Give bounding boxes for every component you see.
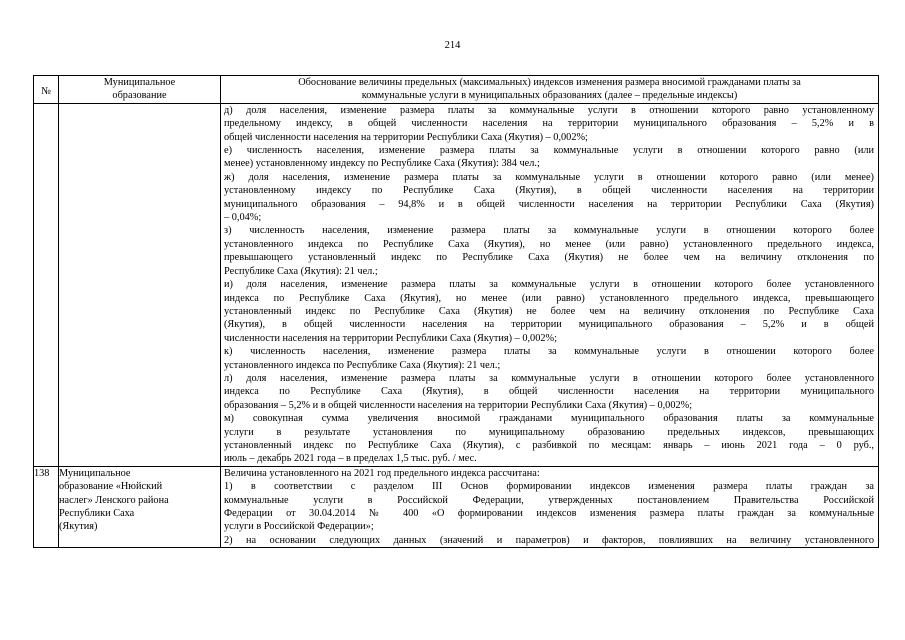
text-line: установленного индекса по Республике Саха (Якутия): 21 чел.; [224,359,501,371]
row-municipality-cell [59,466,221,547]
header-justification-line: коммунальные услуги в муниципальных образованиях (далее – предельные индексы) [361,90,738,102]
text-line: муниципального образования – 94,8% и в общей численности населения на территории Республики Саха (Якутия) [224,198,874,210]
text-line: (Якутия), в общей численности населения на территории муниципального образования – 5,2% и в общей [224,319,874,331]
table-row [34,466,879,547]
text-line: е) численность населения, изменение размера платы за коммунальные услуги в отношении которого равно (или [224,145,874,157]
text-line: услуги в Российской Федерации»; [224,521,374,533]
text-line: 1) в соответствии с разделом III Основ формировании индексов изменения размера платы граждан за [224,481,874,493]
row-number-cell [34,103,59,466]
text-line: 2) на основании следующих данных (значений и параметров) и факторов, повлиявших на величину установленного [224,534,874,546]
text-line: численности населения на территории Республики Саха (Якутия) – 0,002%; [224,332,557,344]
justification-text [221,467,878,547]
text-line: – 0,04%; [224,212,262,224]
text-line: индекса по Республике Саха (Якутия), в общей численности населения на территории муниципального [224,386,874,398]
header-number: № [34,76,59,104]
text-line: установленный индекс по Республике Саха (Якутия) не более чем на величину отклонения по Республике Саха [224,305,874,317]
text-line: м) совокупная сумма увеличения вносимой гражданами муниципального образования платы за коммунальные [224,413,874,425]
text-line: менее) установленному индексу по Республике Саха (Якутия): 384 чел.; [224,158,540,170]
text-line: предельному индексу, в общей численности населения на территории муниципального образования – 5,2% и в [224,118,874,130]
justification-text [221,104,878,466]
table-header-row [34,76,879,104]
municipality-line: наслег» Ленского района [59,494,169,506]
text-line: к) численность населения, изменение размера платы за коммунальные услуги в отношении которого более [224,346,874,358]
page-number: 214 [444,40,461,51]
municipality-line: образование «Нюйский [59,481,163,493]
text-line: л) доля населения, изменение размера платы за коммунальные услуги в отношении которого более установленного [224,372,874,384]
text-line: ж) доля населения, изменение размера платы за коммунальные услуги в отношении которого равно (или менее) [224,171,874,183]
text-line: коммунальные услуги в Российской Федерации, утвержденных постановлением Правительства Российской [224,494,874,506]
text-line: июль – декабрь 2021 года – в пределах 1,5 тыс. руб. / мес. [224,453,477,465]
row-municipality-cell [59,103,221,466]
header-municipality-line: Муниципальное [103,77,176,88]
row-justification-cell [221,466,879,547]
text-line: образования – 5,2% и в общей численности населения на территории Республики Саха (Якутия) – 0,002%; [224,399,693,411]
header-justification-line: Обоснование величины предельных (максимальных) индексов изменения размера вносимой гражданами платы за [298,77,801,88]
text-line: услуги в результате установления по муниципальному образованию предельных индексов, превышающих [224,426,874,438]
text-line: и) доля населения, изменение размера платы за коммунальные услуги в отношении которого более установленного [224,279,874,291]
text-line: установленного индекса по Республике Саха (Якутия), но менее (или равно) установленного предельного индекса, [224,238,874,250]
text-line: установленный индекс по Республике Саха (Якутия), с разбивкой по месяцам: январь – июнь 2021 года – 0 руб., [224,439,874,451]
text-line: Республике Саха (Якутия): 21 чел.; [224,265,378,277]
text-line: Величина установленного на 2021 год предельного индекса рассчитана: [224,467,540,479]
row-justification-cell [221,103,879,466]
text-line: превышающего установленный индекс по Республике Саха (Якутия) не более чем на величину отклонения по [224,252,874,264]
text-line: д) доля населения, изменение размера платы за коммунальные услуги в отношении которого равно установленному [224,104,874,116]
municipality-line: (Якутия) [59,521,98,533]
header-justification [221,76,879,104]
justification-table [33,75,879,548]
text-line: з) численность населения, изменение размера платы за коммунальные услуги в отношении которого более [224,225,874,237]
text-line: установленному индексу по Республике Саха (Якутия), в общей численности населения на территории [224,185,874,197]
text-line: общей численности населения на территории Республики Саха (Якутия) – 0,002%; [224,131,588,143]
row-number-cell: 138 [34,466,59,547]
header-municipality [59,76,221,104]
municipality-line: Республики Саха [59,508,135,519]
text-line: Федерации от 30.04.2014 № 400 «О формировании индексов изменения размера платы граждан за коммунальные [224,508,874,519]
table-row [34,103,879,466]
text-line: индекса по Республике Саха (Якутия), но менее (или равно) установленного предельного индекса, превышающего [224,292,874,304]
municipality-line: Муниципальное [59,467,131,479]
header-municipality-line: образование [112,90,167,102]
